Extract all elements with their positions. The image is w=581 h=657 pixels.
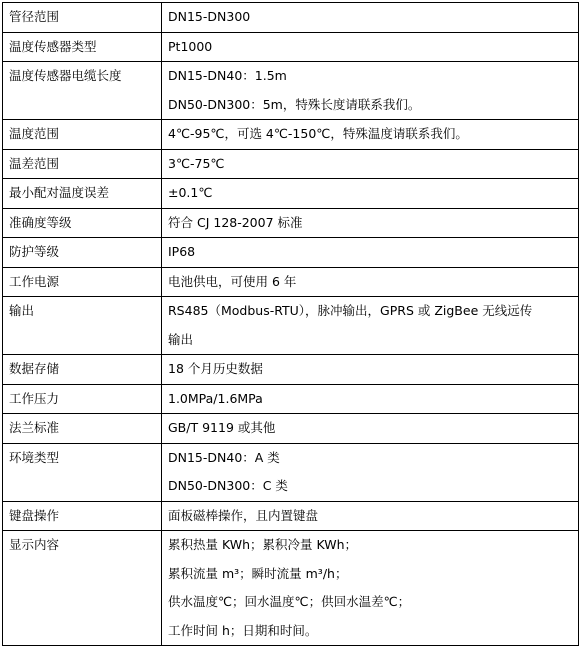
spec-value-line: 4℃-95℃，可选 4℃-150℃，特殊温度请联系我们。 <box>168 126 468 141</box>
spec-label: 温度范围 <box>3 120 162 150</box>
spec-row <box>3 208 579 238</box>
spec-value <box>162 32 579 62</box>
spec-label: 键盘操作 <box>3 501 162 531</box>
spec-value <box>162 531 579 646</box>
spec-table-body <box>3 3 579 646</box>
spec-row <box>3 62 579 120</box>
spec-label: 工作压力 <box>3 384 162 414</box>
spec-row <box>3 32 579 62</box>
spec-value-line: DN50-DN300：C 类 <box>168 478 288 493</box>
spec-value <box>162 179 579 209</box>
spec-value-line: GB/T 9119 或其他 <box>168 420 276 435</box>
spec-value-line: DN50-DN300：5m，特殊长度请联系我们。 <box>168 96 421 112</box>
spec-value <box>162 267 579 297</box>
spec-value <box>162 297 579 355</box>
spec-value <box>162 62 579 120</box>
spec-label: 工作电源 <box>3 267 162 297</box>
spec-value-line: 输出 <box>168 331 194 347</box>
spec-value <box>162 414 579 444</box>
spec-label: 管径范围 <box>3 3 162 33</box>
spec-row <box>3 149 579 179</box>
spec-value <box>162 149 579 179</box>
spec-value <box>162 501 579 531</box>
spec-row <box>3 384 579 414</box>
spec-label: 温度传感器类型 <box>3 32 162 62</box>
spec-value-line: 18 个月历史数据 <box>168 361 263 376</box>
spec-label: 输出 <box>3 297 162 355</box>
spec-value-line: 电池供电，可使用 6 年 <box>168 273 297 289</box>
spec-label: 温差范围 <box>3 149 162 179</box>
spec-value-line: 累积流量 m³；瞬时流量 m³/h； <box>168 565 348 581</box>
spec-value <box>162 355 579 385</box>
spec-value <box>162 384 579 414</box>
spec-row <box>3 355 579 385</box>
spec-value-line: ±0.1℃ <box>168 185 213 200</box>
spec-row <box>3 501 579 531</box>
spec-label: 法兰标准 <box>3 414 162 444</box>
spec-row <box>3 267 579 297</box>
spec-value-line: DN15-DN300 <box>168 9 251 24</box>
spec-value <box>162 238 579 268</box>
spec-label: 数据存储 <box>3 355 162 385</box>
spec-value-line: 1.0MPa/1.6MPa <box>168 390 263 406</box>
spec-value-line: RS485（Modbus-RTU），脉冲输出，GPRS 或 ZigBee 无线远传 <box>168 303 533 318</box>
spec-value <box>162 443 579 501</box>
spec-table <box>2 2 579 646</box>
spec-row <box>3 238 579 268</box>
spec-value-line: 累积热量 KWh；累积冷量 KWh； <box>168 537 358 552</box>
spec-row <box>3 414 579 444</box>
spec-value <box>162 120 579 150</box>
spec-label: 准确度等级 <box>3 208 162 238</box>
spec-row <box>3 120 579 150</box>
spec-row <box>3 179 579 209</box>
spec-value-line: 符合 CJ 128-2007 标准 <box>168 214 303 230</box>
spec-value <box>162 3 579 33</box>
spec-value-line: 供水温度℃；回水温度℃；供回水温差℃； <box>168 594 411 609</box>
spec-label: 环境类型 <box>3 443 162 501</box>
spec-label: 最小配对温度误差 <box>3 179 162 209</box>
spec-row <box>3 3 579 33</box>
spec-label: 温度传感器电缆长度 <box>3 62 162 120</box>
spec-value-line: 面板磁棒操作，且内置键盘 <box>168 507 319 523</box>
spec-value-line: 工作时间 h；日期和时间。 <box>168 622 318 638</box>
spec-value <box>162 208 579 238</box>
spec-label: 显示内容 <box>3 531 162 646</box>
spec-value-line: 3℃-75℃ <box>168 155 225 171</box>
spec-value-line: IP68 <box>168 244 196 259</box>
spec-row <box>3 531 579 646</box>
spec-row <box>3 443 579 501</box>
spec-value-line: DN15-DN40：1.5m <box>168 68 287 83</box>
spec-value-line: Pt1000 <box>168 38 213 54</box>
spec-label: 防护等级 <box>3 238 162 268</box>
spec-row <box>3 297 579 355</box>
spec-value-line: DN15-DN40：A 类 <box>168 449 280 465</box>
